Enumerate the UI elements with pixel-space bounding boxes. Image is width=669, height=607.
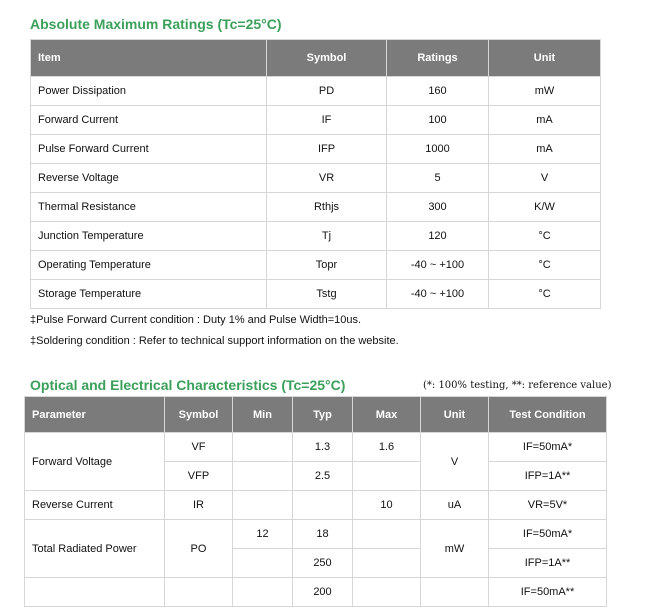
cell-item: Junction Temperature [31, 222, 267, 251]
cell-parameter [25, 578, 165, 607]
section-title-optical-electrical: Optical and Electrical Characteristics (Tc=25°C) [30, 377, 346, 393]
cell-unit: uA [421, 491, 489, 520]
cell-rating: 160 [387, 77, 489, 106]
cell-unit [421, 578, 489, 607]
table-row [25, 491, 607, 520]
cell-symbol: PD [267, 77, 387, 106]
cell-rating: 100 [387, 106, 489, 135]
cell-symbol: PO [165, 520, 233, 578]
cell-typ: 200 [293, 578, 353, 607]
cell-condition: VR=5V* [489, 491, 607, 520]
cell-symbol: IR [165, 491, 233, 520]
cell-item: Reverse Voltage [31, 164, 267, 193]
header-typ: Typ [293, 397, 353, 433]
cell-typ: 250 [293, 549, 353, 578]
absolute-max-ratings-table [30, 39, 601, 309]
cell-max: 1.6 [353, 433, 421, 462]
cell-parameter: Forward Voltage [25, 433, 165, 491]
header-unit: Unit [489, 40, 601, 77]
header-item: Item [31, 40, 267, 77]
cell-condition: IF=50mA* [489, 520, 607, 549]
cell-min [233, 578, 293, 607]
header-parameter: Parameter [25, 397, 165, 433]
cell-rating: -40 ~ +100 [387, 280, 489, 309]
cell-item: Storage Temperature [31, 280, 267, 309]
cell-unit: °C [489, 222, 601, 251]
header-ratings: Ratings [387, 40, 489, 77]
cell-rating: 5 [387, 164, 489, 193]
table-header-row [31, 40, 601, 77]
cell-typ [293, 491, 353, 520]
cell-symbol [165, 578, 233, 607]
cell-unit: °C [489, 251, 601, 280]
cell-item: Thermal Resistance [31, 193, 267, 222]
cell-unit: K/W [489, 193, 601, 222]
cell-condition: IFP=1A** [489, 549, 607, 578]
section-title-absolute-max: Absolute Maximum Ratings (Tc=25°C) [30, 16, 282, 32]
cell-symbol: Tj [267, 222, 387, 251]
cell-min: 12 [233, 520, 293, 549]
header-max: Max [353, 397, 421, 433]
cell-symbol: IFP [267, 135, 387, 164]
cell-rating: 1000 [387, 135, 489, 164]
cell-max [353, 549, 421, 578]
cell-symbol: VR [267, 164, 387, 193]
cell-typ: 1.3 [293, 433, 353, 462]
cell-item: Forward Current [31, 106, 267, 135]
cell-item: Power Dissipation [31, 77, 267, 106]
cell-unit: V [421, 433, 489, 491]
cell-typ: 2.5 [293, 462, 353, 491]
cell-max: 10 [353, 491, 421, 520]
cell-parameter: Total Radiated Power [25, 520, 165, 578]
table-row [31, 251, 601, 280]
header-symbol: Symbol [267, 40, 387, 77]
table-row [31, 280, 601, 309]
cell-unit: °C [489, 280, 601, 309]
table-row [31, 222, 601, 251]
table-row [31, 164, 601, 193]
cell-symbol: VF [165, 433, 233, 462]
cell-unit: mW [489, 77, 601, 106]
header-test-condition: Test Condition [489, 397, 607, 433]
optical-electrical-table [24, 396, 607, 607]
header-unit: Unit [421, 397, 489, 433]
cell-max [353, 462, 421, 491]
cell-rating: 120 [387, 222, 489, 251]
cell-condition: IF=50mA** [489, 578, 607, 607]
cell-max [353, 520, 421, 549]
cell-min [233, 491, 293, 520]
cell-symbol: Tstg [267, 280, 387, 309]
table-row [25, 433, 607, 462]
cell-min [233, 549, 293, 578]
cell-symbol: VFP [165, 462, 233, 491]
cell-item: Pulse Forward Current [31, 135, 267, 164]
table-row [31, 193, 601, 222]
footnote-soldering: ‡Soldering condition : Refer to technical support information on the website. [30, 335, 399, 347]
table-row [25, 578, 607, 607]
cell-rating: -40 ~ +100 [387, 251, 489, 280]
cell-max [353, 578, 421, 607]
cell-parameter: Reverse Current [25, 491, 165, 520]
cell-symbol: IF [267, 106, 387, 135]
cell-item: Operating Temperature [31, 251, 267, 280]
cell-unit: V [489, 164, 601, 193]
cell-unit: mW [421, 520, 489, 578]
testing-note: (*: 100% testing, **: reference value) [423, 380, 612, 391]
cell-rating: 300 [387, 193, 489, 222]
table-row [31, 77, 601, 106]
table-row [25, 520, 607, 549]
header-min: Min [233, 397, 293, 433]
table-header-row [25, 397, 607, 433]
cell-symbol: Topr [267, 251, 387, 280]
cell-typ: 18 [293, 520, 353, 549]
cell-min [233, 433, 293, 462]
cell-unit: mA [489, 106, 601, 135]
header-symbol: Symbol [165, 397, 233, 433]
cell-symbol: Rthjs [267, 193, 387, 222]
table-row [31, 106, 601, 135]
cell-condition: IFP=1A** [489, 462, 607, 491]
cell-condition: IF=50mA* [489, 433, 607, 462]
footnote-pulse: ‡Pulse Forward Current condition : Duty 1% and Pulse Width=10us. [30, 314, 362, 326]
cell-unit: mA [489, 135, 601, 164]
cell-min [233, 462, 293, 491]
table-row [31, 135, 601, 164]
